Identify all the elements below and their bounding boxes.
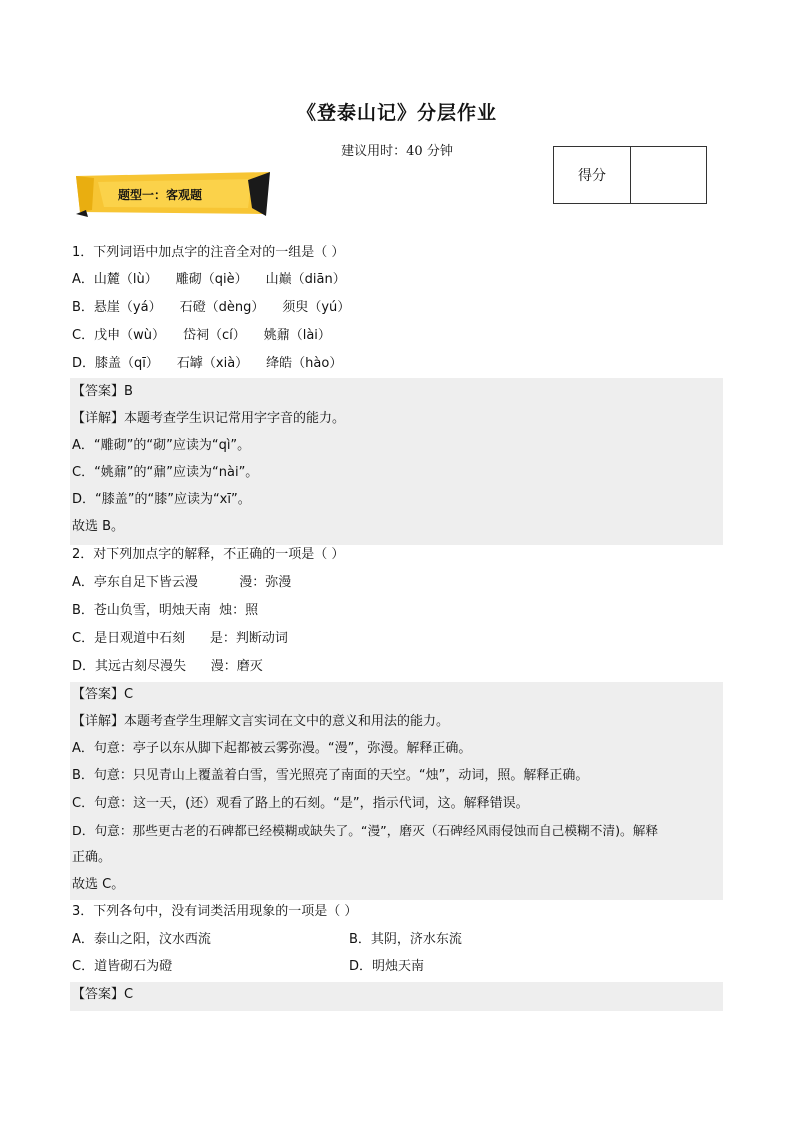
option-item: 戊申（wù） (94, 328, 165, 343)
question-1-detail-line: C．“姚鼐”的“鼐”应读为“nài”。 (72, 465, 259, 480)
option-prefix: B． (72, 300, 94, 315)
section-label: 题型一：客观题 (118, 188, 203, 202)
option-prefix: D． (72, 356, 96, 371)
question-2-answer: 【答案】C (72, 687, 134, 702)
option-item: 山麓（lù） (93, 272, 158, 287)
question-1-option-b (72, 298, 350, 318)
suggested-time: 建议用时：40 分钟 (341, 144, 453, 159)
option-item: 山巅（diān） (265, 272, 346, 287)
question-1-detail-line: 【详解】本题考查学生识记常用字字音的能力。 (72, 411, 346, 426)
question-2-detail-line: B．句意：只见青山上覆盖着白雪，雪光照亮了南面的天空。“烛”，动词，照。解释正确。 (72, 768, 589, 783)
question-2-stem: 2．对下列加点字的解释，不正确的一项是（ ） (72, 547, 345, 562)
question-3-answer-panel (70, 982, 723, 1011)
option-item: 石磴（dèng） (179, 300, 265, 315)
score-box (553, 146, 707, 204)
option-item: 须臾（yú） (282, 300, 351, 315)
question-3-stem: 3．下列各句中，没有词类活用现象的一项是（ ） (72, 904, 358, 919)
question-2-option-a: A．亭东自足下皆云漫 漫：弥漫 (72, 575, 292, 590)
question-2-detail-line: 【详解】本题考查学生理解文言实词在文中的意义和用法的能力。 (72, 714, 450, 729)
question-2-detail-line: 正确。 (72, 850, 112, 865)
question-1-detail-line: 故选 B。 (72, 519, 125, 534)
question-1-detail-line: A．“雕砌”的“砌”应读为“qì”。 (72, 438, 251, 453)
section-banner (74, 170, 272, 218)
score-label: 得分 (554, 147, 631, 203)
question-2-detail-line: A．句意：亭子以东从脚下起都被云雾弥漫。“漫”，弥漫。解释正确。 (72, 741, 472, 756)
option-item: 姚鼐（lài） (263, 328, 331, 343)
option-prefix: A． (72, 272, 94, 287)
score-value-field[interactable] (631, 147, 706, 203)
option-prefix: C． (72, 328, 95, 343)
question-3-option-b: B．其阴，济水东流 (349, 932, 462, 947)
option-item: 膝盖（qī） (95, 356, 159, 371)
question-1-answer: 【答案】B (72, 384, 133, 399)
option-item: 石罅（xià） (176, 356, 249, 371)
option-item: 绛皓（hào） (266, 356, 343, 371)
question-1-stem: 1．下列词语中加点字的注音全对的一组是（ ） (72, 245, 345, 260)
option-item: 雕砌（qiè） (175, 272, 248, 287)
question-1-option-c (72, 326, 331, 346)
option-item: 悬崖（yá） (93, 300, 162, 315)
question-2-option-d: D．其远古刻尽漫失 漫：磨灭 (72, 659, 263, 674)
question-1-answer-panel (70, 378, 723, 545)
question-2-detail-line: D．句意：那些更古老的石碑都已经模糊或缺失了。“漫”，磨灭（石碑经风雨侵蚀而自己模糊不清)。解释 (72, 823, 659, 838)
question-2-detail-line: 故选 C。 (72, 877, 125, 892)
question-3-answer: 【答案】C (72, 987, 134, 1002)
question-3-option-a: A．泰山之阳，汶水西流 (72, 932, 211, 947)
question-1-detail-line: D．“膝盖”的“膝”应读为“xī”。 (72, 492, 251, 507)
option-item: 岱祠（cí） (182, 328, 246, 343)
question-2-option-b: B．苍山负雪，明烛天南 烛：照 (72, 603, 259, 618)
question-2-detail-line: C．句意：这一天，(还）观看了路上的石刻。“是”，指示代词，这。解释错误。 (72, 796, 529, 811)
question-3-option-c: C．道皆砌石为磴 (72, 959, 173, 974)
page-title: 《登泰山记》分层作业 (296, 102, 497, 124)
question-2-option-c: C．是日观道中石刻 是：判断动词 (72, 631, 288, 646)
question-1-option-a (72, 270, 346, 290)
question-1-option-d (72, 354, 342, 374)
question-3-option-d: D．明烛天南 (349, 959, 425, 974)
